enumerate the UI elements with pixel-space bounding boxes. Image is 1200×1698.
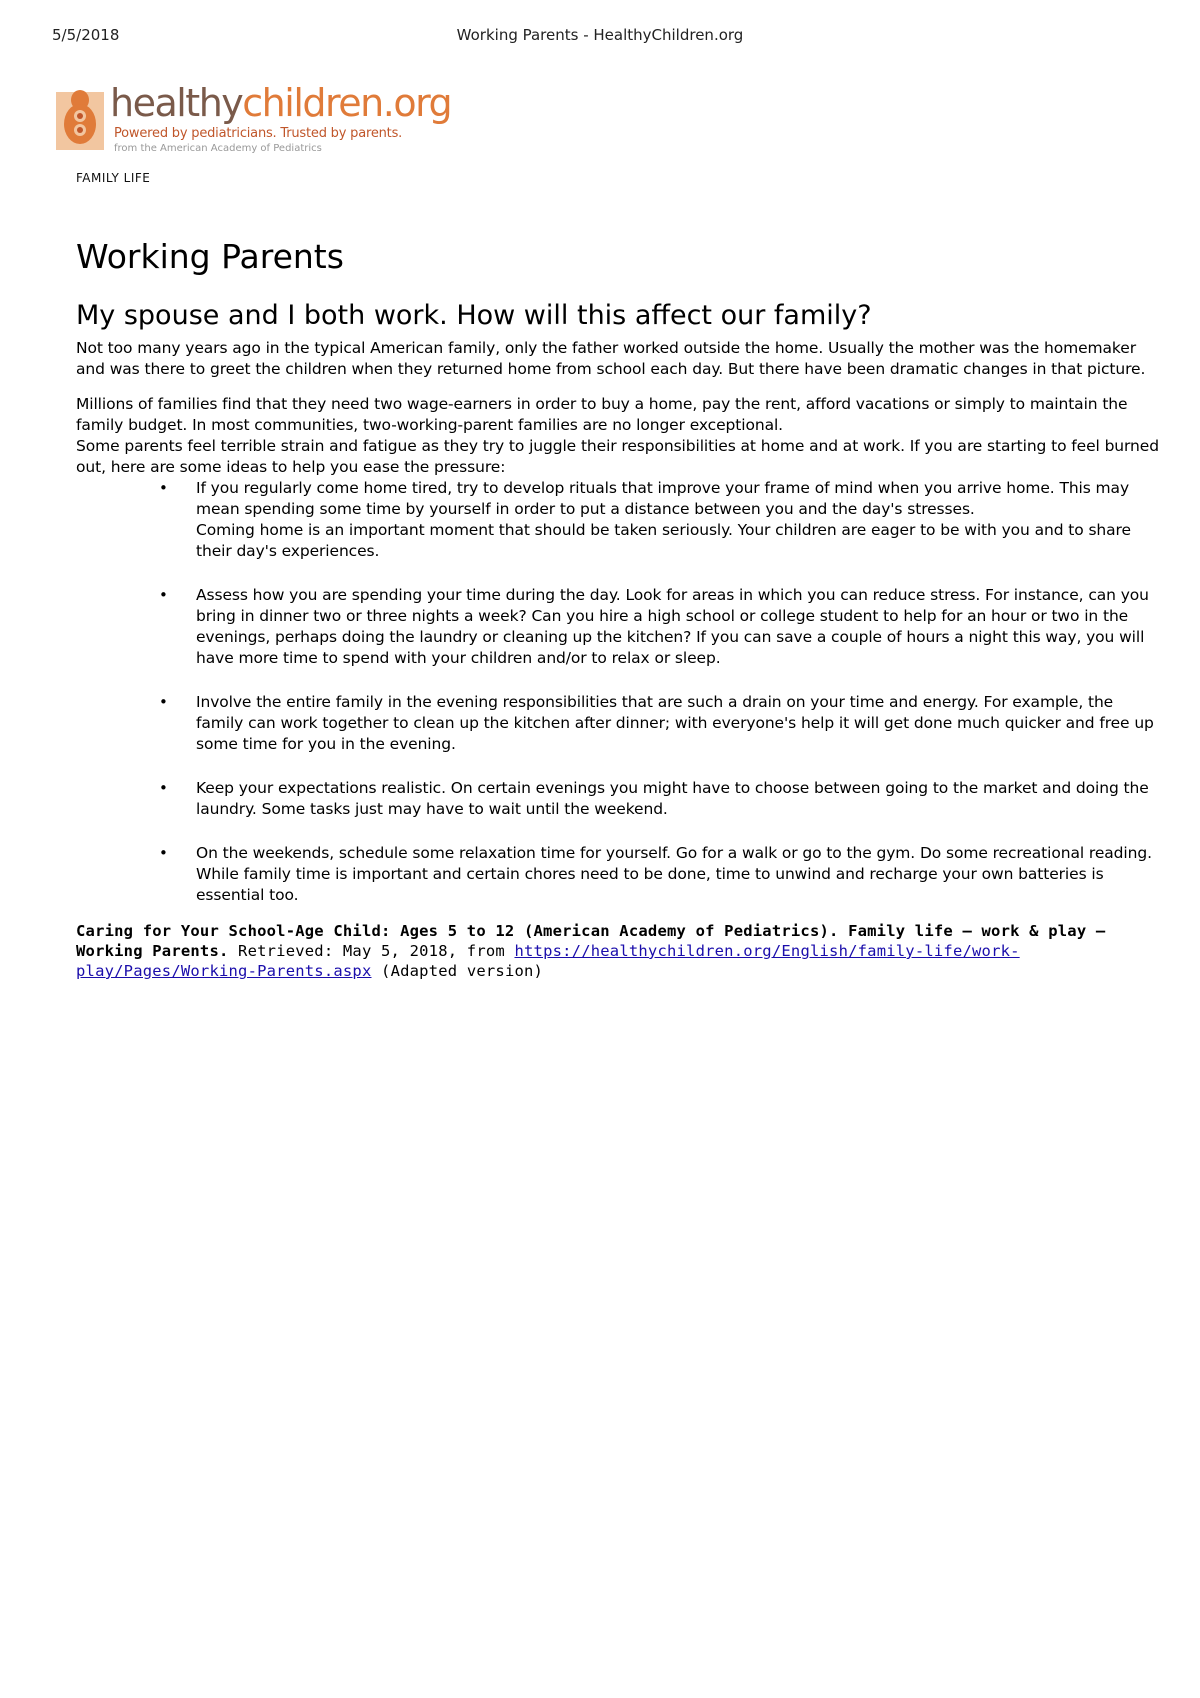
list-item [196, 585, 1161, 669]
tip-text: Assess how you are spending your time during the day. Look for areas in which you can reduce stress. For instance, can you bring in dinner two or three nights a week? Can you hire a high school or college student to help for an hour or two in the evenings, perhaps doing the laundry or cleaning up the kitchen? If you can save a couple of hours a night this way, you will have more time to spend with your children and/or to relax or sleep. [196, 586, 1149, 667]
tip-text: On the weekends, schedule some relaxation time for yourself. Go for a walk or go to the gym. Do some recreational reading. While family time is important and certain chores need to be done, time to unwind and recharge your own batteries is essential too. [196, 844, 1152, 904]
print-page-title: Working Parents - HealthyChildren.org [456, 26, 744, 44]
print-date: 5/5/2018 [52, 26, 120, 44]
citation-link[interactable]: https://healthychildren.org/English/family-life/work-play/Pages/Working-Parents.aspx [76, 942, 1020, 980]
healthychildren-logo[interactable] [56, 81, 452, 158]
paragraph-two-earners: Millions of families find that they need two wage-earners in order to buy a home, pay the rent, afford vacations or simply to maintain the family budget. In most communities, two-working-parent families are no longer exceptional. [76, 395, 1128, 434]
tip-text: If you regularly come home tired, try to develop rituals that improve your frame of mind when you arrive home. This may mean spending some time by yourself in order to put a distance between you and the day's stresses. [196, 479, 1130, 518]
tip-extra-text: Coming home is an important moment that should be taken seriously. Your children are eager to be with you and to share their day's experiences. [196, 521, 1131, 560]
list-item [196, 778, 1161, 820]
section-label[interactable]: FAMILY LIFE [76, 171, 151, 185]
article-question-heading: My spouse and I both work. How will this affect our family? [76, 300, 872, 331]
paragraph-strain: Some parents feel terrible strain and fatigue as they try to juggle their responsibilities at home and at work. If you are starting to feel burned out, here are some ideas to help you ease the pressure: [76, 437, 1159, 476]
paragraph-intro: Not too many years ago in the typical American family, only the father worked outside the home. Usually the mother was the homemaker and was there to greet the children when they returned home from school each day. But there have been dramatic changes in that picture. [76, 339, 1146, 378]
citation-retrieved: Retrieved: May 5, 2018, from [228, 942, 515, 960]
citation-title: Caring for Your School-Age Child: Ages 5 to 12 (American Academy of Pediatrics). Family life – work & play – Working Parents. [76, 922, 1106, 960]
tip-text: Involve the entire family in the evening responsibilities that are such a drain on your time and energy. For example, the family can work together to clean up the kitchen after dinner; with everyone's help it will get done much quicker and free up some time for you in the evening. [196, 693, 1154, 753]
article-content [76, 232, 1161, 981]
citation-suffix: (Adapted version) [371, 962, 544, 980]
tips-list [76, 478, 1161, 906]
logo-wordmark: healthychildren.org [110, 81, 452, 125]
list-item [196, 843, 1161, 906]
list-item [196, 692, 1161, 755]
citation [76, 921, 1161, 981]
page-title: Working Parents [76, 237, 344, 276]
print-header [52, 26, 1148, 46]
logo-tagline: Powered by pediatricians. Trusted by parents. [114, 126, 403, 141]
tip-text: Keep your expectations realistic. On certain evenings you might have to choose between going to the market and doing the laundry. Some tasks just may have to wait until the weekend. [196, 779, 1149, 818]
logo-subline: from the American Academy of Pediatrics [114, 143, 322, 154]
list-item [196, 478, 1161, 562]
family-logo-icon [56, 86, 106, 152]
